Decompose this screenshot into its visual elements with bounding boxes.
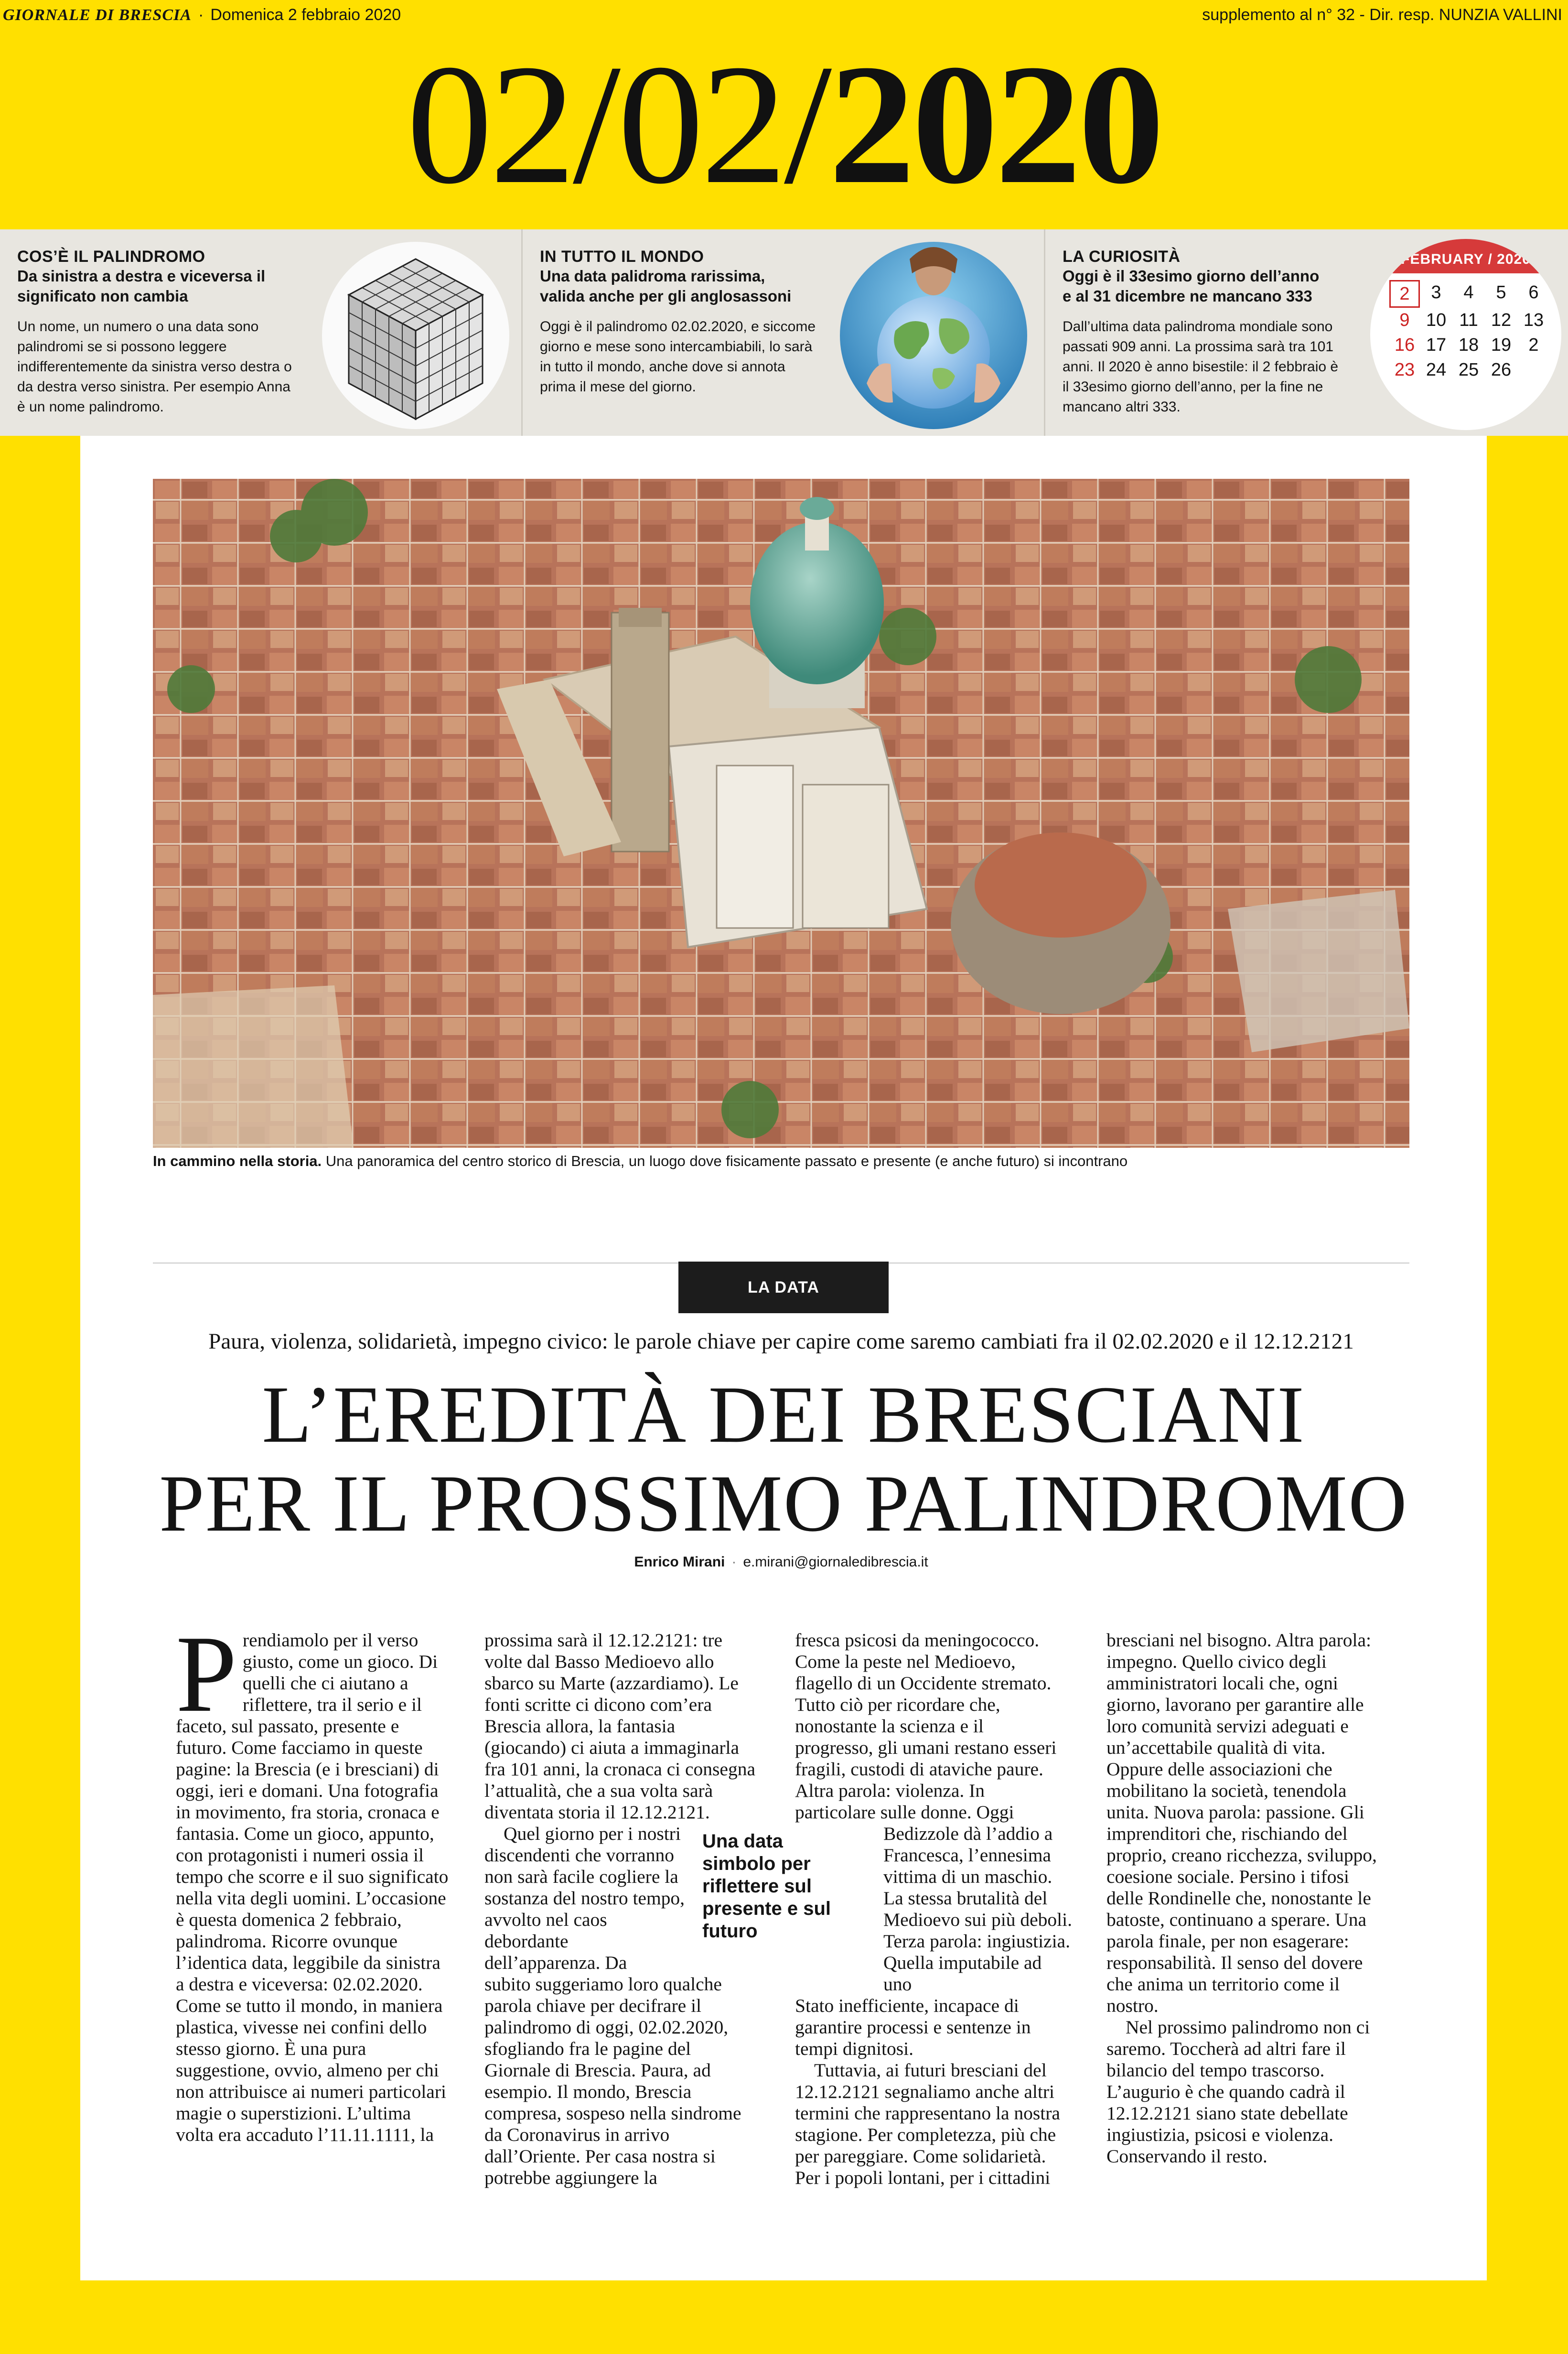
calendar-icon bbox=[1370, 239, 1561, 430]
column-paragraph: Tuttavia, ai futuri bresciani del 12.12.2121 segnaliamo anche altri termini che rappresentano la nostra stagione. Per completezza, più che per pareggiare. Come solidarietà. Per i popoli lontani, per i cittadini bbox=[795, 2060, 1060, 2188]
author-email: e.mirani@giornaledibrescia.it bbox=[743, 1554, 928, 1570]
masthead-left bbox=[3, 6, 401, 24]
info-title: IN TUTTO IL MONDO bbox=[540, 248, 704, 266]
column-paragraph: Nel prossimo palindromo non ci saremo. Toccherà ad altri fare il bilancio del tempo trascorso. L’augurio è che quando cadrà il 12.12.2121 siano state debellate ingiustizia, psicosi e violenza. Conservando il resto. bbox=[1106, 2017, 1370, 2167]
calendar-day: 13 bbox=[1523, 310, 1544, 330]
info-subtitle: Una data palidroma rarissima, valida anche per gli anglosassoni bbox=[540, 267, 792, 305]
info-title: LA CURIOSITÀ bbox=[1063, 248, 1181, 266]
calendar-day: 16 bbox=[1394, 335, 1415, 355]
calendar-day: 3 bbox=[1431, 282, 1441, 302]
calendar-day: 6 bbox=[1528, 282, 1539, 302]
info-subtitle: Oggi è il 33esimo giorno dell’anno e al 31 dicembre ne mancano 333 bbox=[1063, 267, 1320, 305]
palindrome-cube-icon bbox=[320, 240, 511, 431]
info-box-palindromo bbox=[0, 229, 523, 436]
article-panel bbox=[80, 436, 1487, 2280]
calendar-day: 23 bbox=[1394, 360, 1415, 380]
article-column-3 bbox=[795, 1630, 1072, 2189]
big-date-title bbox=[0, 29, 1568, 220]
globe-icon bbox=[838, 240, 1029, 431]
calendar-day: 24 bbox=[1426, 360, 1447, 380]
calendar-grid bbox=[1370, 273, 1561, 382]
calendar-row bbox=[1389, 308, 1557, 333]
article-headline bbox=[128, 1370, 1439, 1548]
info-body: Un nome, un numero o una data sono palindromi se si possono leggere indifferentemente da sinistra verso destra o da destra verso sinistra. Per esempio Anna è un nome palindromo. bbox=[17, 319, 292, 415]
calendar-day: 26 bbox=[1491, 360, 1512, 380]
calendar-row bbox=[1389, 333, 1557, 357]
calendar-row bbox=[1389, 280, 1557, 308]
info-title: COS’È IL PALINDROMO bbox=[17, 248, 205, 266]
supplement-note: supplemento al n° 32 - Dir. resp. NUNZIA VALLINI bbox=[1202, 5, 1562, 24]
drop-cap: P bbox=[176, 1613, 237, 1735]
byline bbox=[153, 1554, 1409, 1570]
brescia-aerial-photo bbox=[153, 479, 1409, 1148]
issue-date: Domenica 2 febbraio 2020 bbox=[210, 5, 401, 24]
masthead-strip bbox=[0, 0, 1568, 30]
article-summary: Paura, violenza, solidarietà, impegno civico: le parole chiave per capire come saremo cambiati fra il 02.02.2020 e il 12.12.2121 bbox=[208, 1329, 1354, 1354]
calendar-day: 2 bbox=[1528, 335, 1539, 355]
column-paragraph: Bedizzole dà l’addio a Francesca, l’ennesima vittima di un maschio. La stessa brutalità del Medioevo sui più deboli. Terza parola: ingiustizia. Quella imputabile ad uno bbox=[883, 1823, 1072, 1995]
calendar-day: 5 bbox=[1496, 282, 1506, 302]
headline-line-2: PER IL PROSSIMO PALINDROMO bbox=[159, 1458, 1408, 1548]
info-body: Dall’ultima data palindroma mondiale sono passati 909 anni. La prossima sarà tra 101 anni. Il 2020 è anno bisestile: il 2 febbraio è il 33esimo giorno dell’anno, per la fine ne mancano altri 333. bbox=[1063, 319, 1339, 415]
info-body: Oggi è il palindromo 02.02.2020, e siccome giorno e mese sono intercambiabili, lo sarà in tutto il mondo, anche dove si annota prima il mese del giorno. bbox=[540, 319, 816, 395]
column-paragraph: subito suggeriamo loro qualche parola chiave per decifrare il palindromo di oggi, 02.02.2020, sfogliando fra le pagine del Giornale di Brescia. Paura, ad esempio. Il mondo, Brescia compresa, sospeso nella sindrome da Coronavirus in arrivo dall’Oriente. Per casa nostra si potrebbe aggiungere la bbox=[484, 1974, 741, 2188]
article-column-1 bbox=[176, 1613, 453, 2146]
calendar-day: 9 bbox=[1399, 310, 1410, 330]
calendar-day bbox=[1517, 357, 1550, 382]
column-paragraph: bresciani nel bisogno. Altra parola: impegno. Quello civico degli amministratori locali che, ogni giorno, lavorano per garantire alle loro comunità servizi adeguati e un’accettabile qualità di vita. Oppure delle associazioni che mobilitano la società, tenendola unita. Nuova parola: passione. Gli imprenditori che, rischiando del proprio, creano ricchezza, sviluppo, coesione sociale. Persino i tifosi delle Rondinelle che, nonostante le batoste, continuano a sperare. Una parola finale, per non esagerare: responsabilità. Il senso del dovere che anima un territorio come il nostro. bbox=[1106, 1630, 1377, 2016]
info-band bbox=[0, 229, 1568, 436]
column-paragraph: prossima sarà il 12.12.2121: tre volte dal Basso Medioevo allo sbarco su Marte (azzardiamo). Le fonti scritte ci dicono com’era Brescia allora, la fantasia (giocando) ci aiuta a immaginarla fra 101 anni, la cronaca ci consegna l’attualità, che a sua volta sarà diventata storia il 12.12.2121. bbox=[484, 1630, 755, 1823]
calendar-day: 25 bbox=[1458, 360, 1479, 380]
info-box-mondo bbox=[523, 229, 1045, 436]
calendar-day: 4 bbox=[1463, 282, 1474, 302]
big-date-year: 2020 bbox=[829, 29, 1162, 219]
column-paragraph: fresca psicosi da meningococco. Come la peste nel Medioevo, flagello di un Occidente stremato. Tutto ciò per ricordare che, nonostante la scienza e il progresso, gli umani restano esseri fragili, custodi di ataviche paure. Altra parola: violenza. In particolare sulle donne. Oggi bbox=[795, 1630, 1057, 1823]
calendar-day: 19 bbox=[1491, 335, 1512, 355]
section-kicker: LA DATA bbox=[678, 1262, 889, 1313]
info-box-curiosita bbox=[1045, 229, 1568, 436]
article-column-4 bbox=[1106, 1630, 1384, 2167]
calendar-day: 12 bbox=[1491, 310, 1512, 330]
calendar-day: 10 bbox=[1426, 310, 1447, 330]
column-paragraph: Stato inefficiente, incapace di garantire processi e sentenze in tempi dignitosi. bbox=[795, 1995, 1031, 2059]
big-date-daymonth: 02/02/ bbox=[406, 29, 829, 219]
column-paragraph: Quel giorno per i nostri discendenti che vorranno non sarà facile cogliere la sostanza del nostro tempo, avvolto nel caos debordante dell’apparenza. Da bbox=[484, 1823, 685, 1973]
caption-text: Una panoramica del centro storico di Brescia, un luogo dove fisicamente passato e presente (e anche futuro) si incontrano bbox=[322, 1153, 1128, 1169]
headline-line-1: L’EREDITÀ DEI BRESCIANI bbox=[262, 1370, 1305, 1459]
pull-quote: Una data simbolo per riflettere sul presente e sul futuro bbox=[702, 1831, 831, 1942]
calendar-day: 18 bbox=[1458, 335, 1479, 355]
calendar-day: 11 bbox=[1459, 310, 1478, 330]
byline-separator: · bbox=[731, 1554, 737, 1570]
author-name: Enrico Mirani bbox=[634, 1554, 725, 1570]
newspaper-brand: GIORNALE DI BRESCIA bbox=[3, 6, 192, 24]
masthead-separator: · bbox=[198, 5, 204, 24]
calendar-header: FEBRUARY / 2020 bbox=[1370, 239, 1561, 273]
calendar-day: 17 bbox=[1426, 335, 1447, 355]
column-text: rendiamolo per il verso giusto, come un gioco. Di quelli che ci aiutano a riflettere, tra il serio e il faceto, sul passato, presente e futuro. Come facciamo in queste pagine: la Brescia (e i bresciani) di oggi, ieri e domani. Una fotografia in movimento, fra storia, cronaca e fantasia. Come un gioco, appunto, con protagonisti i numeri ossia il tempo che scorre e il suo significato nella vita degli uomini. L’occasione è questa domenica 2 febbraio, palindroma. Ricorre ovunque l’identica data, leggibile da sinistra a destra e viceversa: 02.02.2020. Come se tutto il mondo, in maniera plastica, vivesse nei confini dello stesso giorno. È una pura suggestione, ovvio, almeno per chi non attribuisce ai numeri particolari magie o superstizioni. L’ultima volta era accaduto l’11.11.1111, la bbox=[176, 1630, 449, 2145]
caption-lead: In cammino nella storia. bbox=[153, 1153, 322, 1169]
info-subtitle: Da sinistra a destra e viceversa il significato non cambia bbox=[17, 267, 266, 305]
photo-caption bbox=[153, 1153, 1424, 1170]
calendar-row bbox=[1389, 357, 1557, 382]
calendar-day-2: 2 bbox=[1389, 280, 1420, 308]
